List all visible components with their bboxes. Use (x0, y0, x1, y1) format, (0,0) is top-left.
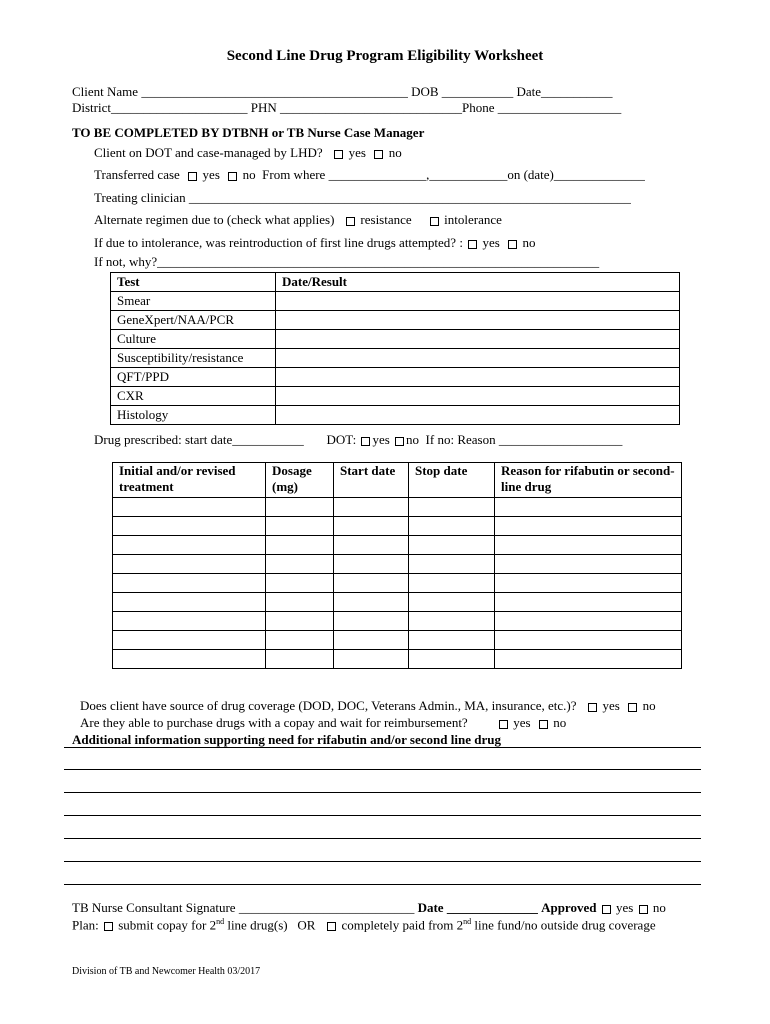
date-result-header: Date/Result (276, 273, 680, 292)
table-row (111, 406, 680, 425)
if-no-reason-field[interactable]: If no: Reason ___________________ (425, 432, 623, 447)
additional-info-line[interactable] (64, 861, 701, 862)
footer: Division of TB and Newcomer Health 03/2017 (72, 966, 261, 977)
fund-plan-label-end: line fund/no outside drug coverage (474, 917, 656, 933)
treatment-cell[interactable] (334, 498, 409, 517)
dot-no-checkbox[interactable] (374, 150, 383, 159)
start-date-header: Start date (334, 463, 409, 498)
intolerance-label: intolerance (444, 212, 502, 227)
treatment-cell[interactable] (266, 555, 334, 574)
treatment-cell[interactable] (113, 612, 266, 631)
dot-yes-label: yes (348, 145, 366, 160)
table-row (111, 349, 680, 368)
treatment-cell[interactable] (334, 631, 409, 650)
date-result-cell[interactable] (276, 387, 680, 406)
if-not-why-field[interactable]: If not, why?____________________________________________________________________ (94, 254, 600, 269)
treatment-cell[interactable] (409, 574, 495, 593)
transferred-label: Transferred case (94, 167, 180, 182)
treatment-cell[interactable] (495, 536, 682, 555)
copay-plan-label-end: line drug(s) (227, 917, 288, 933)
treatment-cell[interactable] (334, 593, 409, 612)
treatment-cell[interactable] (334, 612, 409, 631)
treatment-cell[interactable] (334, 536, 409, 555)
approved-no-label: no (652, 900, 666, 915)
approved-yes-checkbox[interactable] (602, 905, 611, 914)
table-row (111, 387, 680, 406)
treatment-cell[interactable] (495, 574, 682, 593)
test-name: Susceptibility/resistance (111, 349, 276, 368)
drug-dot-yes-label: yes (372, 432, 390, 447)
dot-question (94, 145, 402, 161)
treatment-cell[interactable] (495, 650, 682, 669)
table-row (113, 498, 682, 517)
copay-plan-checkbox[interactable] (104, 922, 113, 931)
approved-yes-label: yes (615, 900, 634, 915)
alternate-regimen-label: Alternate regimen due to (check what applies) (94, 212, 335, 227)
table-row (111, 330, 680, 349)
additional-info-line[interactable] (64, 792, 701, 793)
transferred-yes-label: yes (202, 167, 220, 182)
treatment-cell[interactable] (495, 555, 682, 574)
table-row (113, 536, 682, 555)
treatment-cell[interactable] (113, 498, 266, 517)
treatment-cell[interactable] (266, 517, 334, 536)
signature-field[interactable]: TB Nurse Consultant Signature ___________________________ (72, 900, 415, 915)
client-name-row[interactable]: Client Name _________________________________________ DOB ___________ Date___________ (72, 84, 613, 99)
dot-label: DOT: (326, 432, 357, 447)
dot-yes-checkbox[interactable] (334, 150, 343, 159)
reintro-yes-label: yes (482, 235, 500, 250)
treatment-cell[interactable] (409, 631, 495, 650)
test-name: Histology (111, 406, 276, 425)
coverage-question-label: Does client have source of drug coverage (DOD, DOC, Veterans Admin., MA, insurance, etc.)? (80, 698, 577, 713)
test-name: QFT/PPD (111, 368, 276, 387)
date-result-cell[interactable] (276, 330, 680, 349)
drug-dot-no-checkbox[interactable] (395, 437, 404, 446)
signature-date-field[interactable]: Date ______________ (417, 900, 538, 915)
approved-no-checkbox[interactable] (639, 905, 648, 914)
treatment-cell[interactable] (266, 536, 334, 555)
table-row (111, 292, 680, 311)
treatment-cell[interactable] (266, 574, 334, 593)
dot-no-label: no (388, 145, 402, 160)
alternate-regimen-question (94, 212, 502, 228)
treatment-cell[interactable] (334, 517, 409, 536)
treatment-cell[interactable] (409, 498, 495, 517)
coverage-no-label: no (642, 698, 656, 713)
additional-info-line[interactable] (64, 747, 701, 748)
date-result-cell[interactable] (276, 349, 680, 368)
coverage-question (80, 698, 656, 714)
treatment-cell[interactable] (409, 555, 495, 574)
copay-plan-label: submit copay for 2 (118, 917, 217, 933)
treatment-cell[interactable] (266, 593, 334, 612)
copay-question (80, 715, 566, 731)
district-row[interactable]: District_____________________ PHN ____________________________Phone ___________________ (72, 100, 622, 115)
copay-question-label: Are they able to purchase drugs with a copay and wait for reimbursement? (80, 715, 468, 730)
reintroduction-label: If due to intolerance, was reintroduction of first line drugs attempted? : (94, 235, 463, 250)
table-row (111, 368, 680, 387)
table-row (113, 650, 682, 669)
fund-plan-label: completely paid from 2 (341, 917, 464, 933)
treatment-cell[interactable] (409, 650, 495, 669)
resistance-label: resistance (360, 212, 412, 227)
treatment-cell[interactable] (113, 574, 266, 593)
stop-date-header: Stop date (409, 463, 495, 498)
coverage-yes-label: yes (602, 698, 620, 713)
coverage-yes-checkbox[interactable] (588, 703, 597, 712)
table-row (113, 574, 682, 593)
date-result-cell[interactable] (276, 311, 680, 330)
superscript: nd (216, 917, 225, 926)
treatment-cell[interactable] (113, 631, 266, 650)
additional-info-line[interactable] (64, 838, 701, 839)
reintro-no-checkbox[interactable] (508, 240, 517, 249)
additional-info-line[interactable] (64, 769, 701, 770)
table-row (113, 517, 682, 536)
treatment-cell[interactable] (266, 612, 334, 631)
transferred-question (94, 167, 645, 183)
treatment-cell[interactable] (266, 498, 334, 517)
test-name: Culture (111, 330, 276, 349)
treatment-cell[interactable] (334, 574, 409, 593)
treatment-table (112, 462, 682, 669)
copay-yes-label: yes (513, 715, 531, 730)
treatment-cell[interactable] (409, 593, 495, 612)
intolerance-checkbox[interactable] (430, 217, 439, 226)
page-title: Second Line Drug Program Eligibility Worksheet (226, 48, 544, 64)
reintroduction-question (94, 235, 536, 251)
dosage-header: Dosage (mg) (266, 463, 334, 498)
treatment-cell[interactable] (113, 650, 266, 669)
reason-header: Reason for rifabutin or second-line drug (495, 463, 682, 498)
test-header: Test (111, 273, 276, 292)
section-heading: TO BE COMPLETED BY DTBNH or TB Nurse Case Manager (72, 125, 425, 140)
reintro-yes-checkbox[interactable] (468, 240, 477, 249)
treatment-cell[interactable] (266, 631, 334, 650)
treatment-cell[interactable] (409, 517, 495, 536)
additional-info-line[interactable] (64, 815, 701, 816)
treatment-cell[interactable] (495, 498, 682, 517)
drug-dot-no-label: no (406, 432, 420, 447)
coverage-no-checkbox[interactable] (628, 703, 637, 712)
transferred-no-label: no (242, 167, 256, 182)
additional-info-heading: Additional information supporting need for rifabutin and/or second line drug (72, 732, 501, 747)
copay-no-checkbox[interactable] (539, 720, 548, 729)
test-table (110, 272, 680, 425)
approved-label: Approved (541, 900, 597, 915)
additional-info-line[interactable] (64, 884, 701, 885)
treatment-cell[interactable] (495, 631, 682, 650)
treatment-header: Initial and/or revised treatment (113, 463, 266, 498)
date-result-cell[interactable] (276, 368, 680, 387)
drug-prescribed-row (94, 432, 622, 448)
treatment-cell[interactable] (113, 536, 266, 555)
table-row (111, 311, 680, 330)
treatment-cell[interactable] (113, 593, 266, 612)
plan-label: Plan: (72, 917, 99, 933)
test-name: GeneXpert/NAA/PCR (111, 311, 276, 330)
treatment-cell[interactable] (334, 555, 409, 574)
transferred-yes-checkbox[interactable] (188, 172, 197, 181)
signature-row (72, 900, 666, 916)
resistance-checkbox[interactable] (346, 217, 355, 226)
date-result-cell[interactable] (276, 292, 680, 311)
treatment-cell[interactable] (495, 612, 682, 631)
test-name: Smear (111, 292, 276, 311)
or-label: OR (297, 917, 316, 933)
treatment-cell[interactable] (495, 517, 682, 536)
superscript: nd (463, 917, 472, 926)
reintro-no-label: no (522, 235, 536, 250)
table-row (113, 593, 682, 612)
drug-dot-yes-checkbox[interactable] (361, 437, 370, 446)
treatment-cell[interactable] (409, 536, 495, 555)
plan-row (72, 917, 656, 933)
from-where-field[interactable]: From where _______________,____________on (date)______________ (262, 167, 645, 182)
fund-plan-checkbox[interactable] (327, 922, 336, 931)
table-row (113, 631, 682, 650)
table-row (113, 555, 682, 574)
start-date-field[interactable]: Drug prescribed: start date___________ (94, 432, 304, 447)
treatment-cell[interactable] (266, 650, 334, 669)
date-result-cell[interactable] (276, 406, 680, 425)
treatment-cell[interactable] (409, 612, 495, 631)
transferred-no-checkbox[interactable] (228, 172, 237, 181)
treatment-cell[interactable] (113, 555, 266, 574)
copay-no-label: no (553, 715, 567, 730)
table-row (113, 612, 682, 631)
test-name: CXR (111, 387, 276, 406)
treatment-cell[interactable] (334, 650, 409, 669)
treatment-cell[interactable] (495, 593, 682, 612)
treatment-cell[interactable] (113, 517, 266, 536)
dot-question-label: Client on DOT and case-managed by LHD? (94, 145, 323, 160)
copay-yes-checkbox[interactable] (499, 720, 508, 729)
treating-clinician-field[interactable]: Treating clinician ____________________________________________________________________ (94, 190, 631, 205)
